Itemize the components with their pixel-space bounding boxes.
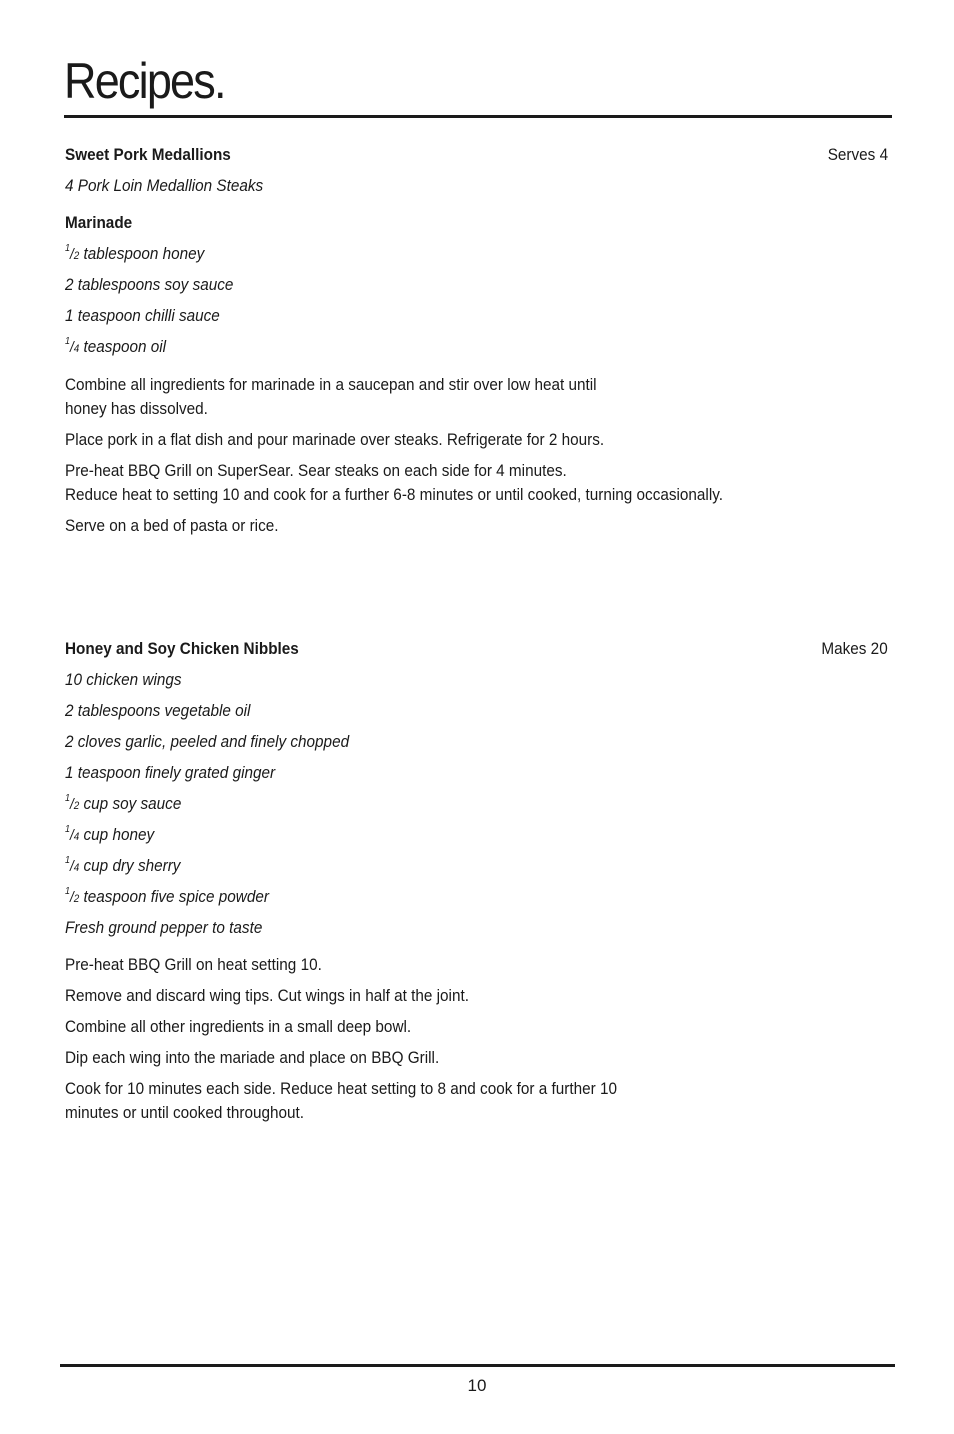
fraction-denominator: 4 [73,831,80,843]
ingredient-line: 2 tablespoons soy sauce [65,275,234,294]
footer-divider [60,1364,895,1367]
ingredient-text: cup honey [79,825,155,844]
ingredient-line [65,823,154,848]
fraction-numerator: 1 [65,824,71,835]
fraction-denominator: 4 [73,343,80,355]
ingredient-text: cup dry sherry [79,856,181,875]
recipe-title-chicken-nibbles: Honey and Soy Chicken Nibbles [65,639,299,658]
ingredient-line: 2 tablespoons vegetable oil [65,701,251,720]
method-line: Remove and discard wing tips. Cut wings in half at the joint. [65,986,469,1005]
main-ingredient: 4 Pork Loin Medallion Steaks [65,176,264,195]
ingredient-line: Fresh ground pepper to taste [65,918,263,937]
fraction-numerator: 1 [65,793,71,804]
fraction-denominator: 2 [73,893,80,905]
fraction-slash: / [70,827,74,844]
method-line: Serve on a bed of pasta or rice. [65,516,279,535]
ingredient-text: tablespoon honey [79,244,205,263]
ingredient-text: teaspoon five spice powder [79,887,269,906]
fraction-denominator: 4 [73,862,80,874]
method-line: minutes or until cooked throughout. [65,1103,305,1122]
method-line: Combine all other ingredients in a small deep bowl. [65,1017,412,1036]
fraction-numerator: 1 [65,336,71,347]
fraction-denominator: 2 [73,250,80,262]
ingredient-text: cup soy sauce [79,794,182,813]
recipe-yield: Serves 4 [827,145,888,164]
ingredient-line: 1 teaspoon finely grated ginger [65,763,276,782]
ingredient-line: 2 cloves garlic, peeled and finely chopped [65,732,350,751]
method-line: Place pork in a flat dish and pour marinade over steaks. Refrigerate for 2 hours. [65,430,605,449]
fraction-numerator: 1 [65,886,71,897]
method-line: Dip each wing into the mariade and place on BBQ Grill. [65,1048,440,1067]
ingredient-text: teaspoon oil [79,337,167,356]
fraction-numerator: 1 [65,243,71,254]
recipe-title-sweet-pork: Sweet Pork Medallions [65,145,231,164]
ingredient-line [65,242,204,267]
ingredient-line [65,335,166,360]
ingredient-line [65,792,181,817]
fraction-slash: / [70,858,74,875]
page-number: 10 [467,1376,487,1395]
method-line: Reduce heat to setting 10 and cook for a further 6-8 minutes or until cooked, turning occasionally. [65,485,723,504]
ingredient-line [65,854,180,879]
ingredient-line [65,885,269,910]
marinade-heading: Marinade [65,213,133,232]
fraction-slash: / [70,246,74,263]
method-line: honey has dissolved. [65,399,208,418]
fraction-slash: / [70,889,74,906]
ingredient-line: 10 chicken wings [65,670,182,689]
method-line: Pre-heat BBQ Grill on heat setting 10. [65,955,322,974]
fraction-denominator: 2 [73,800,80,812]
recipe-yield: Makes 20 [821,639,888,658]
page-title: Recipes. [64,53,225,109]
fraction-slash: / [70,339,74,356]
method-line: Pre-heat BBQ Grill on SuperSear. Sear steaks on each side for 4 minutes. [65,461,567,480]
method-line: Combine all ingredients for marinade in a saucepan and stir over low heat until [65,375,597,394]
ingredient-line: 1 teaspoon chilli sauce [65,306,220,325]
fraction-numerator: 1 [65,855,71,866]
method-line: Cook for 10 minutes each side. Reduce heat setting to 8 and cook for a further 10 [65,1079,617,1098]
title-divider [64,115,892,118]
fraction-slash: / [70,796,74,813]
